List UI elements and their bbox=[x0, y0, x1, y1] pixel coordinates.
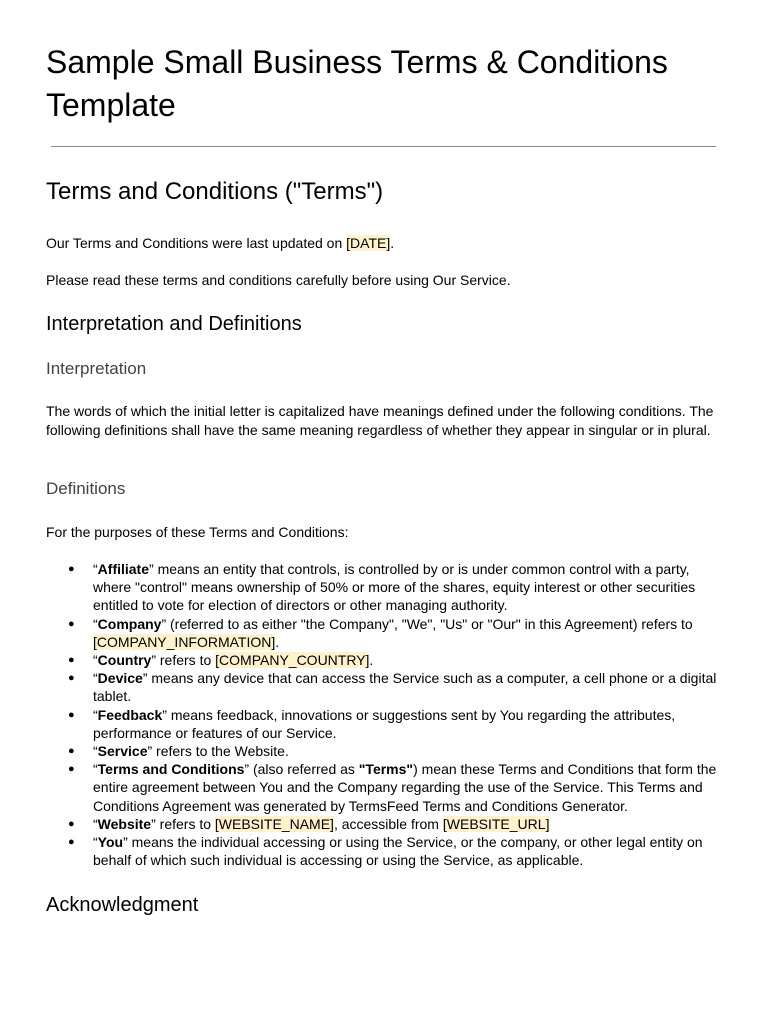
definition-text: , accessible from bbox=[333, 815, 443, 832]
definition-country bbox=[46, 651, 726, 669]
interpretation-paragraph: The words of which the initial letter is capitalized have meanings defined under the following conditions. The following definitions shall have the same meaning regardless of whether they appear in singular or in plural. bbox=[46, 403, 714, 438]
definition-text: ” (also referred as bbox=[244, 761, 359, 778]
interpretation-definitions-heading: Interpretation and Definitions bbox=[46, 313, 302, 335]
term: Country bbox=[97, 652, 152, 669]
definition-website bbox=[46, 815, 726, 833]
definition-text: ” means feedback, innovations or suggestions sent by You regarding the attributes, performance or features of our Service. bbox=[93, 706, 676, 741]
definitions-heading: Definitions bbox=[46, 479, 126, 498]
term: Feedback bbox=[97, 706, 163, 723]
definition-device bbox=[46, 669, 726, 705]
term: Device bbox=[97, 670, 143, 687]
term-alias: "Terms" bbox=[358, 761, 414, 778]
definition-text: ” means an entity that controls, is controlled by or is under common control with a party, where "control" means ownership of 50% or more of the shares, equity interest or other securities entitled to vote for election of directors or other managing authority. bbox=[93, 561, 696, 614]
definition-text: ” refers to bbox=[151, 652, 216, 669]
terms-heading: Terms and Conditions ("Terms") bbox=[46, 178, 384, 205]
quote: “ bbox=[93, 834, 98, 851]
interpretation-heading: Interpretation bbox=[46, 359, 147, 378]
definitions-intro: For the purposes of these Terms and Conditions: bbox=[46, 524, 349, 540]
company-information-placeholder: [COMPANY_INFORMATION] bbox=[93, 633, 276, 650]
quote: “ bbox=[93, 706, 98, 723]
definition-service bbox=[46, 742, 726, 760]
term: Service bbox=[97, 743, 148, 760]
date-placeholder: [DATE] bbox=[346, 235, 391, 251]
definition-text: ” means any device that can access the Service such as a computer, a cell phone or a digital tablet. bbox=[93, 670, 717, 705]
definition-you bbox=[46, 833, 726, 869]
period: . bbox=[275, 633, 280, 650]
quote: “ bbox=[93, 743, 98, 760]
term: Terms and Conditions bbox=[97, 761, 245, 778]
definitions-list bbox=[46, 560, 726, 869]
last-updated-paragraph bbox=[46, 234, 726, 253]
last-updated-text: Our Terms and Conditions were last updated on bbox=[46, 235, 347, 251]
quote: “ bbox=[93, 615, 98, 632]
quote: “ bbox=[93, 561, 98, 577]
quote: “ bbox=[93, 815, 98, 832]
term: Website bbox=[97, 815, 152, 832]
quote: “ bbox=[93, 670, 98, 687]
document-title: Sample Small Business Terms & Conditions Template bbox=[46, 44, 668, 123]
definition-text: ” refers to bbox=[151, 815, 215, 832]
read-notice: Please read these terms and conditions carefully before using Our Service. bbox=[46, 272, 511, 288]
definition-text: ) mean these Terms and Conditions that form the entire agreement between You and the Company regarding the use of the Service. This Terms and Conditions Agreement was generated by TermsFeed Terms and Conditions Generator. bbox=[93, 761, 717, 814]
definition-affiliate bbox=[46, 560, 726, 615]
definition-text: ” refers to the Website. bbox=[147, 743, 289, 760]
definition-terms-and-conditions bbox=[46, 760, 726, 815]
term: Affiliate bbox=[97, 561, 150, 577]
website-url-placeholder: [WEBSITE_URL] bbox=[442, 815, 550, 832]
horizontal-rule bbox=[51, 146, 716, 147]
term: You bbox=[97, 834, 124, 851]
definition-text: ” (referred to as either "the Company", "We", "Us" or "Our" in this Agreement) refers to bbox=[161, 615, 693, 632]
website-name-placeholder: [WEBSITE_NAME] bbox=[214, 815, 334, 832]
period: . bbox=[390, 235, 395, 251]
definition-company bbox=[46, 615, 726, 651]
term: Company bbox=[97, 615, 162, 632]
acknowledgment-heading: Acknowledgment bbox=[46, 894, 199, 916]
definition-text: ” means the individual accessing or using the Service, or the company, or other legal entity on behalf of which such individual is accessing or using the Service, as applicable. bbox=[93, 834, 703, 869]
quote: “ bbox=[93, 652, 98, 669]
definition-feedback bbox=[46, 706, 726, 742]
quote: “ bbox=[93, 761, 98, 778]
company-country-placeholder: [COMPANY_COUNTRY] bbox=[215, 652, 370, 669]
period: . bbox=[369, 652, 374, 669]
